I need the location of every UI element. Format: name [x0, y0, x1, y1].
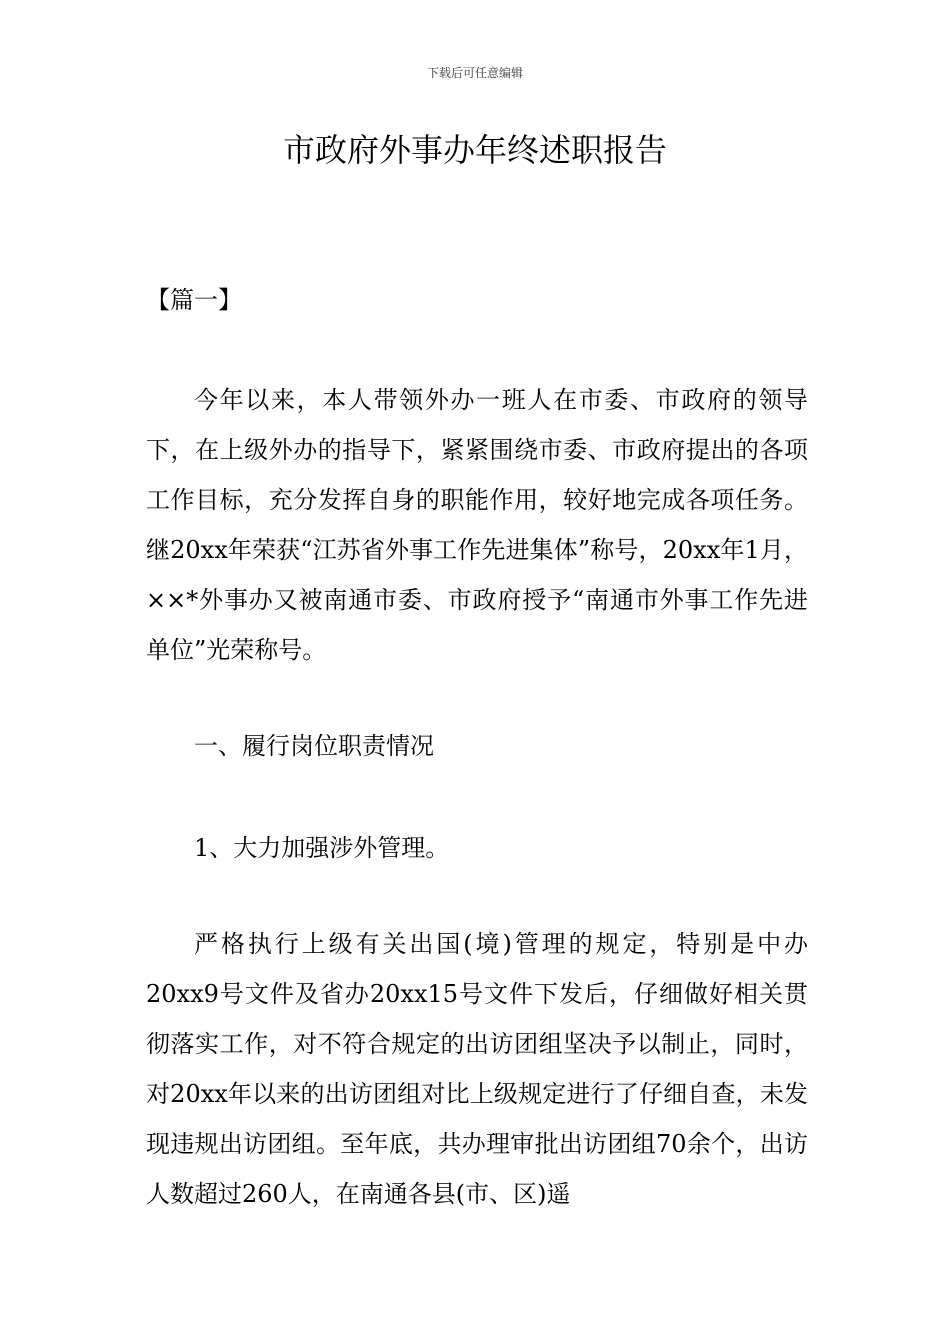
page-header-note: 下载后可任意编辑 — [426, 66, 523, 80]
document-title: 市政府外事办年终述职报告 — [282, 131, 667, 169]
subheading-foreign-affairs-management: 1、大力加强涉外管理。 — [194, 834, 450, 862]
heading-duties: 一、履行岗位职责情况 — [194, 732, 434, 760]
section-label: 【篇一】 — [146, 286, 242, 314]
paragraph-intro: 今年以来，本人带领外办一班人在市委、市政府的领导下，在上级外办的指导下，紧紧围绕市委、市政府提出的各项工作目标，充分发挥自身的职能作用，较好地完成各项任务。继20xx年荣获“江苏省外事工作先进集体”称号，20xx年1月，××*外事办又被南通市委、市政府授予“南通市外事工作先进单位”光荣称号。 — [146, 386, 808, 664]
paragraph-outbound-management: 严格执行上级有关出国(境)管理的规定，特别是中办20xx9号文件及省办20xx15号文件下发后，仔细做好相关贯彻落实工作，对不符合规定的出访团组坚决予以制止，同时，对20xx年以来的出访团组对比上级规定进行了仔细自查，未发现违规出访团组。至年底，共办理审批出访团组70余个，出访人数超过260人，在南通各县(市、区)遥 — [146, 930, 808, 1208]
